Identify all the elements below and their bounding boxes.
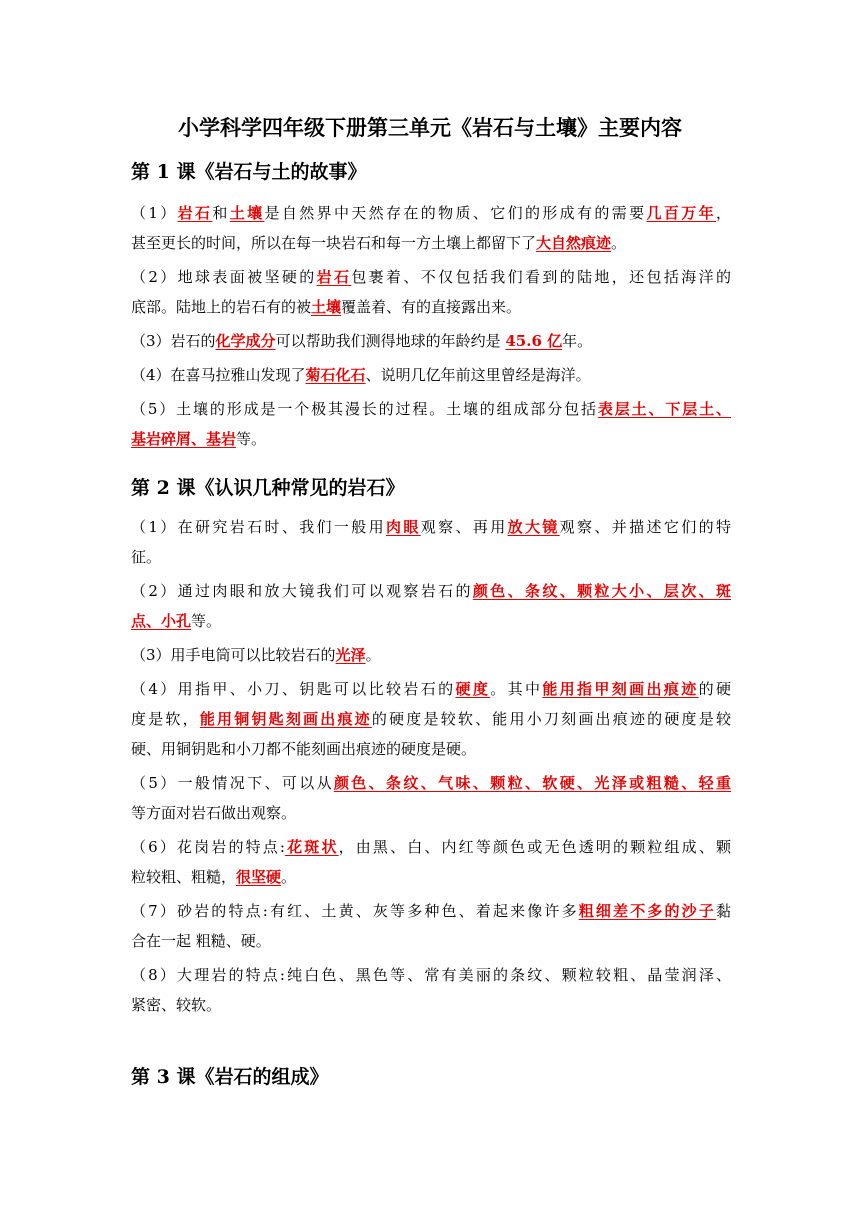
lesson-2-paragraph	[131, 512, 731, 572]
lesson-1-paragraph	[131, 262, 731, 322]
text-run: （1）在研究岩石时、我们一般用	[131, 518, 387, 536]
key-term: 大自然痕迹	[536, 234, 612, 252]
text-run: 粒较粗、粗糙，	[131, 868, 237, 886]
key-term: 基岩碎屑、基岩	[131, 430, 237, 448]
lesson-2-paragraph	[131, 832, 731, 892]
text-line	[131, 640, 731, 670]
text-line	[131, 228, 731, 258]
text-line	[131, 198, 731, 228]
lesson-2-paragraph	[131, 768, 731, 828]
text-line	[131, 768, 731, 798]
text-line	[131, 798, 731, 828]
text-run: 的硬度是较软、能用小刀刻画出痕迹的硬度是较	[371, 710, 731, 728]
text-line	[131, 326, 731, 356]
lesson-2-paragraph	[131, 674, 731, 764]
text-run: （8）大理岩的特点:纯白色、黑色等、常有美丽的条纹、颗粒较粗、晶莹润泽、	[131, 966, 731, 984]
lesson-2-paragraph	[131, 576, 731, 636]
text-run: 是自然界中天然存在的物质、它们的形成有的需要	[264, 204, 647, 222]
key-term: 土壤	[311, 298, 342, 316]
key-term: 岩石	[177, 204, 213, 222]
text-run: 。	[611, 234, 627, 252]
key-term: 光泽	[335, 646, 366, 664]
text-run: 甚至更长的时间，所以在每一块岩石和每一方土壤上都留下了	[131, 234, 537, 252]
text-run: 观察、并描述它们的特	[559, 518, 731, 536]
lesson-1-paragraph	[131, 198, 731, 258]
text-run: （2）地球表面被坚硬的	[131, 268, 317, 286]
key-term: 化学成分	[215, 332, 276, 350]
text-run: 、说明几亿年前这里曾经是海洋。	[365, 366, 591, 384]
text-run: （1）	[131, 204, 178, 222]
key-term: 肉眼	[386, 518, 421, 536]
text-line	[131, 674, 731, 704]
text-line	[131, 576, 731, 606]
key-term: 土壤	[229, 204, 265, 222]
text-run: （4）在喜马拉雅山发现了	[131, 366, 306, 384]
text-line	[131, 606, 731, 636]
text-run: （5）土壤的形成是一个极其漫长的过程。土壤的组成部分包括	[131, 400, 598, 418]
text-run: 征。	[131, 548, 162, 566]
text-run: ，	[715, 204, 731, 222]
lesson-3-heading: 第 3 课《岩石的组成》	[131, 1066, 329, 1088]
text-run: （3）用手电筒可以比较岩石的	[131, 646, 336, 664]
key-term: 颜色、条纹、颗粒大小、层次、斑	[472, 582, 731, 600]
key-term: 放大镜	[507, 518, 560, 536]
text-line	[131, 926, 731, 956]
text-run: 紧密、较软。	[131, 996, 222, 1014]
key-term: 点、小孔	[131, 612, 192, 630]
lesson-2-paragraph	[131, 896, 731, 956]
lesson-2-paragraph	[131, 640, 731, 670]
lesson-1-paragraph	[131, 326, 731, 356]
text-run: 等。	[191, 612, 222, 630]
key-term: 硬度	[455, 680, 491, 698]
text-run: 硬、用铜钥匙和小刀都不能刻画出痕迹的硬度是硬。	[131, 740, 477, 758]
text-line	[131, 262, 731, 292]
text-line	[131, 862, 731, 892]
text-line	[131, 960, 731, 990]
text-run: 包裹着、不仅包括我们看到的陆地，还包括海洋的	[351, 268, 731, 286]
key-term: 颜色、条纹、气味、颗粒、软硬、光泽或粗糙、轻重	[333, 774, 731, 792]
text-run: 可以帮助我们测得地球的年龄约是	[275, 332, 506, 350]
document-title: 小学科学四年级下册第三单元《岩石与土壤》主要内容	[178, 115, 682, 140]
text-run: 年。	[562, 332, 593, 350]
text-run: 等。	[236, 430, 267, 448]
text-run: 合在一起 粗糙、硬。	[131, 932, 271, 950]
key-term: 岩石	[316, 268, 352, 286]
text-line	[131, 542, 731, 572]
text-run: （7）砂岩的特点:有红、土黄、灰等多种色、着起来像许多	[131, 902, 579, 920]
text-run: 的硬	[698, 680, 731, 698]
text-run: 。	[281, 868, 297, 886]
text-line	[131, 394, 731, 424]
text-run: （3）岩石的	[131, 332, 216, 350]
key-term: 几百万年	[646, 204, 716, 222]
text-line	[131, 704, 731, 734]
key-term: 菊石化石	[305, 366, 366, 384]
text-line	[131, 424, 731, 454]
key-term: 花斑状	[284, 838, 339, 856]
text-run: 黏	[715, 902, 731, 920]
text-line	[131, 292, 731, 322]
lesson-1-heading: 第 1 课《岩石与土的故事》	[131, 161, 367, 183]
text-line	[131, 896, 731, 926]
key-term: 很坚硬	[236, 868, 282, 886]
key-term: 能用指甲刻画出痕迹	[542, 680, 699, 698]
text-line	[131, 512, 731, 542]
text-line	[131, 734, 731, 764]
text-run: 观察、再用	[420, 518, 508, 536]
key-term: 粗细差不多的沙子	[578, 902, 716, 920]
key-term: 45.6 亿	[505, 332, 563, 350]
text-run: 。	[365, 646, 381, 664]
text-run: （2）通过肉眼和放大镜我们可以观察岩石的	[131, 582, 473, 600]
text-run: （6）花岗岩的特点:	[131, 838, 285, 856]
text-run: 和	[212, 204, 230, 222]
text-line	[131, 360, 731, 390]
text-run: 度是软，	[131, 710, 200, 728]
key-term: 表层土、下层土、	[597, 400, 731, 418]
lesson-1-paragraph	[131, 394, 731, 454]
lesson-1-paragraph	[131, 360, 731, 390]
text-line	[131, 990, 731, 1020]
text-run: 。其中	[490, 680, 543, 698]
text-run: 底部。陆地上的岩石有的被	[131, 298, 312, 316]
lesson-2-heading: 第 2 课《认识几种常见的岩石》	[131, 477, 405, 499]
text-line	[131, 832, 731, 862]
key-term: 能用铜钥匙刻画出痕迹	[199, 710, 372, 728]
text-run: ，由黑、白、内红等颜色或无色透明的颗粒组成、颗	[338, 838, 731, 856]
lesson-2-paragraph	[131, 960, 731, 1020]
text-run: 覆盖着、有的直接露出来。	[341, 298, 522, 316]
text-run: （5）一般情况下、可以从	[131, 774, 334, 792]
text-run: （4）用指甲、小刀、钥匙可以比较岩石的	[131, 680, 456, 698]
text-run: 等方面对岩石做出观察。	[131, 804, 297, 822]
